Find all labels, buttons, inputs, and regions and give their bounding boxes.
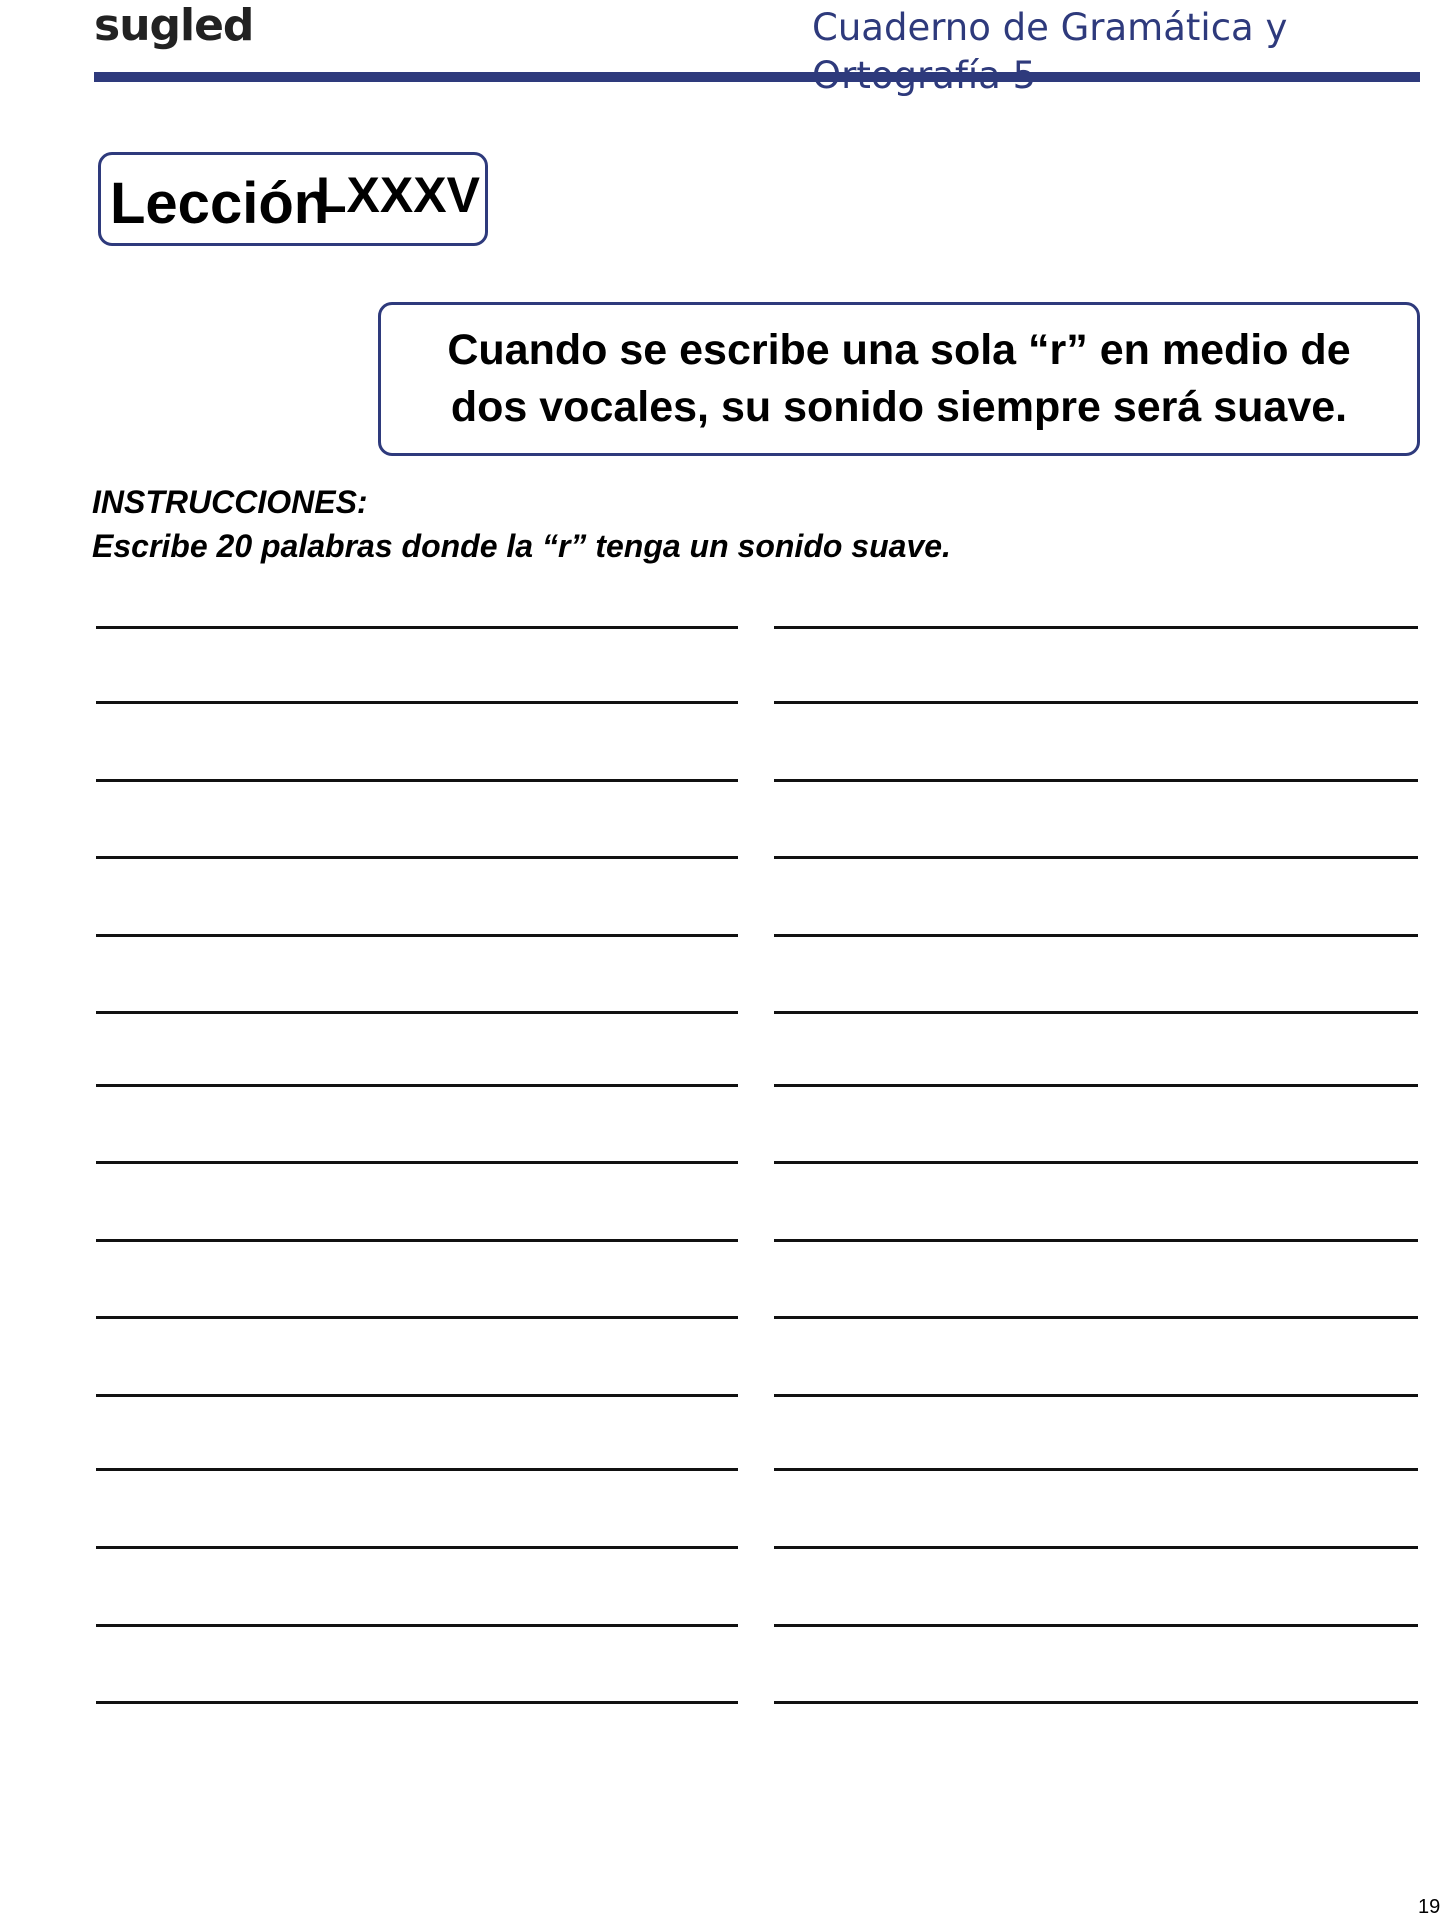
answer-line[interactable] — [96, 856, 738, 859]
answer-line[interactable] — [96, 701, 738, 704]
answer-line[interactable] — [96, 1011, 738, 1014]
answer-line[interactable] — [96, 1239, 738, 1242]
answer-line[interactable] — [774, 1239, 1418, 1242]
answer-line[interactable] — [96, 1316, 738, 1319]
answer-line[interactable] — [774, 626, 1418, 629]
answer-line[interactable] — [96, 1084, 738, 1087]
lesson-label: Lección — [110, 171, 330, 236]
answer-line[interactable] — [96, 1394, 738, 1397]
book-title: Cuaderno de Gramática y — [812, 6, 1288, 49]
answer-line[interactable] — [774, 1701, 1418, 1704]
answer-line[interactable] — [96, 779, 738, 782]
answer-line[interactable] — [774, 1011, 1418, 1014]
instructions-heading: INSTRUCCIONES: — [92, 484, 368, 520]
header-divider — [94, 72, 1420, 82]
answer-line[interactable] — [96, 1624, 738, 1627]
answer-line[interactable] — [774, 779, 1418, 782]
answer-line[interactable] — [774, 1624, 1418, 1627]
page-number: 19 — [1418, 1896, 1441, 1918]
answer-line[interactable] — [96, 934, 738, 937]
answer-line[interactable] — [774, 701, 1418, 704]
sugled-logo: sugled — [94, 0, 254, 51]
answer-line[interactable] — [96, 1161, 738, 1164]
answer-line[interactable] — [774, 1161, 1418, 1164]
answer-line[interactable] — [774, 856, 1418, 859]
answer-line[interactable] — [774, 1546, 1418, 1549]
answer-line[interactable] — [96, 626, 738, 629]
instructions-text: Escribe 20 palabras donde la “r” tenga un sonido suave. — [92, 528, 951, 564]
answer-line[interactable] — [96, 1546, 738, 1549]
answer-line[interactable] — [774, 934, 1418, 937]
answer-line[interactable] — [774, 1394, 1418, 1397]
answer-line[interactable] — [774, 1084, 1418, 1087]
answer-line[interactable] — [774, 1316, 1418, 1319]
answer-line[interactable] — [96, 1701, 738, 1704]
rule-text: Cuando se escribe una sola “r” en medio de dos vocales, su sonido siempre será suave. — [447, 326, 1351, 431]
rule-box — [378, 302, 1420, 456]
answer-line[interactable] — [774, 1468, 1418, 1471]
answer-line[interactable] — [96, 1468, 738, 1471]
lesson-number: LXXXV — [316, 167, 480, 223]
